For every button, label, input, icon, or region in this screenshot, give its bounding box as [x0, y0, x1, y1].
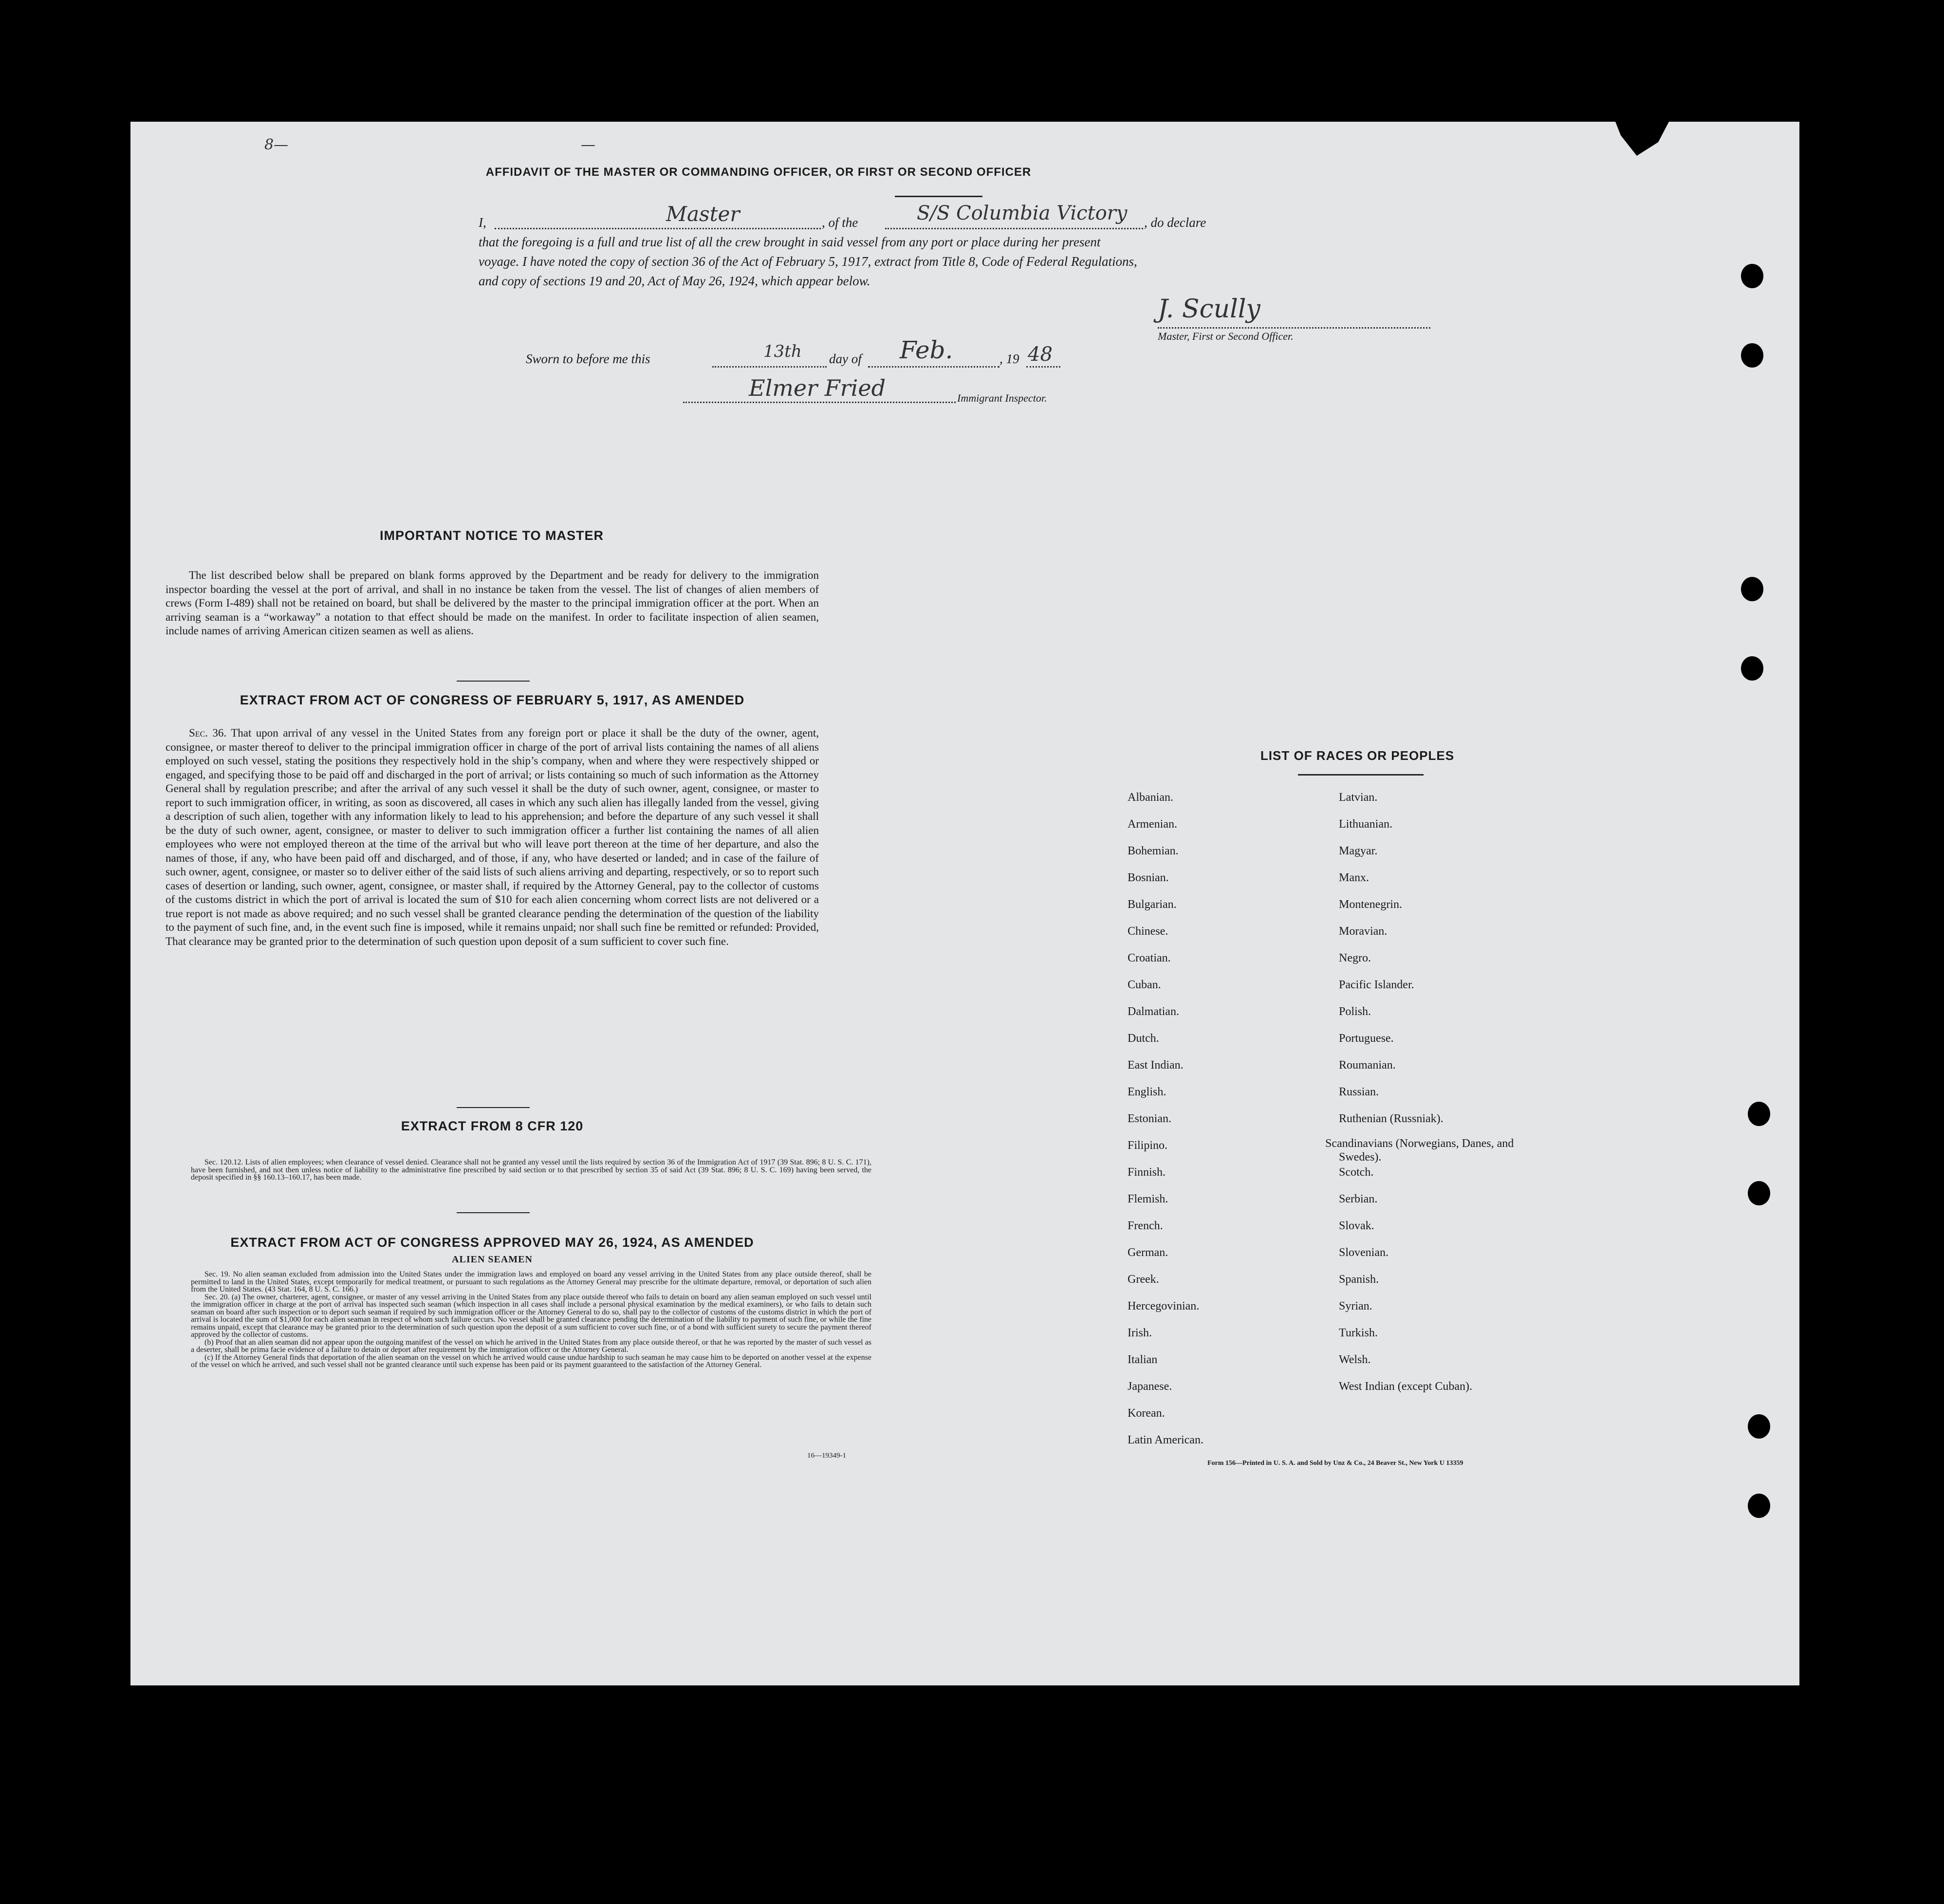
- vessel-name-handwritten: S/S Columbia Victory: [917, 202, 1128, 224]
- race-item: English.: [1128, 1086, 1166, 1098]
- race-item: Serbian.: [1339, 1193, 1378, 1205]
- extract-cfr-body: Sec. 120.12. Lists of alien employees; when clearance of vessel denied. Clearance shall not be granted any vessel until the lists required by section 36 of the Immigration Act of 1917 (39 Stat. 896; 8 U. S. C. 171), have been furnished, and not then unless notice of liability to the administrative fine prescribed by said section or to that prescribed by section 35 of said Act (39 Stat. 896; 8 U. S. C. 169) having been served, the deposit specified in §§ 160.13–160.17, has been made.: [191, 1158, 871, 1182]
- sworn-year-handwritten: 48: [1028, 343, 1053, 366]
- inspector-caption: Immigrant Inspector.: [957, 392, 1047, 404]
- notice-title: IMPORTANT NOTICE TO MASTER: [380, 528, 604, 543]
- race-item: Russian.: [1339, 1086, 1379, 1098]
- race-item: Dalmatian.: [1128, 1005, 1179, 1018]
- affidavit-line-2: that the foregoing is a full and true list of all the crew brought in said vessel from any port or place during her present: [479, 235, 1101, 249]
- race-item: Italian: [1128, 1353, 1158, 1366]
- corner-pencil-mark: 8—: [264, 136, 289, 153]
- race-item: Manx.: [1339, 871, 1369, 884]
- race-item: Irish.: [1128, 1327, 1152, 1339]
- signature-line: [1158, 327, 1430, 329]
- extract-1924-body: [191, 1271, 871, 1369]
- race-item: Scandinavians (Norwegians, Danes, and Swedes).: [1325, 1137, 1514, 1164]
- affidavit-title-rule: [895, 196, 982, 197]
- race-item: Welsh.: [1339, 1353, 1371, 1366]
- race-item: Hercegovinian.: [1128, 1300, 1200, 1312]
- race-item: Dutch.: [1128, 1032, 1159, 1045]
- race-item: Greek.: [1128, 1273, 1159, 1286]
- race-item: East Indian.: [1128, 1059, 1184, 1072]
- race-item: Polish.: [1339, 1005, 1371, 1018]
- day-of-label: day of: [829, 351, 862, 366]
- race-item: West Indian (except Cuban).: [1339, 1380, 1472, 1393]
- sec-36-label: Sec. 36.: [189, 727, 227, 739]
- notice-body: The list described below shall be prepared on blank forms approved by the Department and be ready for delivery to the immigration inspector boarding the vessel at the port of arrival, and shall in no instance be taken from the vessel. The list of changes of alien members of crews (Form I-489) shall not be retained on board, but shall be delivered by the master to the principal immigration officer at the port. When an arriving seaman is a “workaway” a notation to that effect should be made on the manifest. In order to facilitate inspection of alien seamen, include names of arriving American citizen seamen as well as aliens.: [166, 569, 819, 637]
- master-signature: J. Scully: [1158, 295, 1260, 324]
- race-item: Albanian.: [1128, 791, 1173, 804]
- extract-1924-title: EXTRACT FROM ACT OF CONGRESS APPROVED MAY 26, 1924, AS AMENDED: [230, 1235, 754, 1250]
- race-item: Japanese.: [1128, 1380, 1172, 1393]
- race-item: Latvian.: [1339, 791, 1378, 804]
- signature-caption: Master, First or Second Officer.: [1158, 330, 1294, 342]
- vessel-name-field: [885, 228, 1143, 229]
- race-item: Montenegrin.: [1339, 898, 1402, 911]
- races-title: LIST OF RACES OR PEOPLES: [1260, 748, 1455, 763]
- extract-cfr-title: EXTRACT FROM 8 CFR 120: [401, 1119, 584, 1133]
- sworn-year-field: [1026, 366, 1060, 368]
- races-title-rule: [1298, 774, 1424, 776]
- race-item: Chinese.: [1128, 925, 1168, 938]
- affidavit-line-3: voyage. I have noted the copy of section 36 of the Act of February 5, 1917, extract from Title 8, Code of Federal Regulations,: [479, 254, 1137, 269]
- race-item: Bosnian.: [1128, 871, 1169, 884]
- race-item: Portuguese.: [1339, 1032, 1394, 1045]
- do-declare-label: , do declare: [1144, 215, 1206, 230]
- race-item: Moravian.: [1339, 925, 1388, 938]
- master-name-handwritten: Master: [666, 202, 740, 226]
- race-item: Flemish.: [1128, 1193, 1168, 1205]
- top-pencil-mark: —: [581, 136, 595, 153]
- race-item: Magyar.: [1339, 845, 1378, 857]
- torn-corner: [1615, 122, 1669, 156]
- race-item: Turkish.: [1339, 1327, 1378, 1339]
- race-item: Slovak.: [1339, 1220, 1374, 1232]
- sec-19-text: Sec. 19. No alien seaman excluded from admission into the United States under the immigration laws and employed on board any vessel arriving in the United States from any place outside thereof, shall be permitted to land in the United States, except temporarily for medical treatment, or pursuant to such regulations as the Attorney General may prescribe for the ultimate departure, removal, or deportation of such alien from the United States. (43 Stat. 164, 8 U. S. C. 166.): [191, 1270, 871, 1294]
- master-name-field: [495, 228, 821, 229]
- race-item: Estonian.: [1128, 1112, 1171, 1125]
- race-item: Armenian.: [1128, 818, 1177, 831]
- sworn-day-field: [712, 366, 827, 368]
- race-item: Pacific Islander.: [1339, 979, 1414, 991]
- race-item: Scotch.: [1339, 1166, 1374, 1179]
- sec-20b-text: (b) Proof that an alien seaman did not appear upon the outgoing manifest of the vessel on which he arrived in the United States from any place outside thereof, or that he was reported by the master of such vessel as a deserter, shall be prima facie evidence of a failure to detain or deport after requirement by the immigration officer or the Attorney General.: [191, 1338, 871, 1354]
- race-item: Korean.: [1128, 1407, 1165, 1420]
- punch-hole: [1741, 577, 1763, 601]
- year-prefix: , 19: [1000, 351, 1019, 366]
- inspector-signature: Elmer Fried: [749, 375, 886, 401]
- punch-hole: [1748, 1414, 1770, 1439]
- race-item: German.: [1128, 1246, 1168, 1259]
- of-the-label: , of the: [822, 215, 858, 230]
- affidavit-title: AFFIDAVIT OF THE MASTER OR COMMANDING OFFICER, OR FIRST OR SECOND OFFICER: [485, 166, 1032, 179]
- race-item: Latin American.: [1128, 1434, 1203, 1446]
- form-footer: Form 156—Printed in U. S. A. and Sold by Unz & Co., 24 Beaver St., New York U 13359: [1207, 1460, 1463, 1467]
- race-item: Bulgarian.: [1128, 898, 1177, 911]
- affidavit-line-1: I,: [479, 215, 486, 230]
- punch-hole: [1741, 656, 1763, 681]
- punch-hole: [1741, 264, 1763, 288]
- inspector-signature-line: [683, 402, 956, 403]
- race-item: Finnish.: [1128, 1166, 1166, 1179]
- race-item: Lithuanian.: [1339, 818, 1392, 831]
- sworn-day-handwritten: 13th: [763, 342, 802, 361]
- punch-hole: [1748, 1102, 1770, 1126]
- race-item: Croatian.: [1128, 952, 1171, 964]
- sec-36-text: That upon arrival of any vessel in the United States from any foreign port or place it shall be the duty of the owner, agent, consignee, or master thereof to deliver to the principal immigration officer in charge of the port of arrival lists containing the names of all aliens employed on such vessel, stating the positions they respectively hold in the ship’s company, when and where they were respectively shipped or engaged, and specifying those to be paid off and discharged in the port of arrival; or lists containing so much of such information as the Attorney General shall by regulation prescribe; and after the arrival of any such vessel it shall be the duty of such owner, agent, consignee, or master to report to such immigration officer, in writing, as soon as discovered, all cases in which any such alien has illegally landed from the vessel, giving a description of such alien, together with any information likely to lead to his apprehension; and before the departure of any such vessel it shall be the duty of such owner, agent, consignee, or master to deliver to such immigration officer a further list containing the names of all alien employees who were not employed thereon at the time of the arrival but who will leave port thereon at the time of her departure, and also the names of those, if any, who have been paid off and discharged, and of those, if any, who have deserted or landed; and in case of the failure of such owner, agent, consignee, or master so to deliver either of the said lists of such aliens arriving and departing, respectively, or so to report such cases of desertion or landing, such owner, agent, consignee, or master shall, if required by the Attorney General, pay to the collector of customs of the customs district in which the port of arrival is located the sum of $10 for each alien concerning whom correct lists are not delivered or a true report is not made as above required; and no such vessel shall be granted clearance pending the determination of the question of the liability to the payment of such fine, and, in the event such fine is imposed, while it remains unpaid; nor shall such fine be remitted or refunded: Provided, That clearance may be granted prior to the determination of such question upon deposit of a sum sufficient to cover such fine.: [166, 727, 819, 947]
- race-item: Bohemian.: [1128, 845, 1179, 857]
- race-item: French.: [1128, 1220, 1163, 1232]
- sec-20c-text: (c) If the Attorney General finds that deportation of the alien seaman on the vessel on which he arrived would cause undue hardship to such seaman he may cause him to be deported on another vessel at the expense of the vessel on which he arrived, and such vessel shall not be granted clearance until such expense has been paid or its payment guaranteed to the satisfaction of the Attorney General.: [191, 1353, 871, 1369]
- extract-cfr-rule: [457, 1212, 530, 1213]
- form-code: 16—19349-1: [807, 1452, 846, 1460]
- extract-1924-subtitle: ALIEN SEAMEN: [452, 1254, 533, 1265]
- race-item: Filipino.: [1128, 1139, 1168, 1152]
- race-item: Spanish.: [1339, 1273, 1379, 1286]
- race-item: Ruthenian (Russniak).: [1339, 1112, 1444, 1125]
- punch-hole: [1748, 1181, 1770, 1205]
- sworn-label: Sworn to before me this: [526, 351, 650, 366]
- extract-1917-body: [166, 726, 819, 948]
- race-item: Syrian.: [1339, 1300, 1372, 1312]
- sworn-month-field: [868, 366, 1000, 368]
- extract-1917-rule: [457, 1107, 530, 1108]
- race-item: Cuban.: [1128, 979, 1161, 991]
- sec-20a-text: Sec. 20. (a) The owner, charterer, agent, consignee, or master of any vessel arriving in the United States from any place outside thereof who fails to detain on board any alien seaman employed on such vessel until the immigration officer in charge at the port of arrival has inspected such seaman (which inspection in all cases shall include a personal physical examination by the medical examiners), or who fails to detain such seaman on board after such inspection or to deport such seaman if required by such immigration officer or the Attorney General to do so, shall pay to the collector of customs of the customs district in which the port of arrival is located the sum of $1,000 for each alien seaman in respect of whom such failure occurs. No vessel shall be granted clearance pending the determination of the liability to payment of such fine, or while the fine remains unpaid, except that clearance may be granted prior to the determination of such question upon the deposit of a sum sufficient to cover such fine, or of a bond with sufficient surety to secure the payment thereof approved by the collector of customs.: [191, 1293, 871, 1339]
- sworn-month-handwritten: Feb.: [900, 336, 953, 364]
- race-item: Negro.: [1339, 952, 1371, 964]
- punch-hole: [1748, 1494, 1770, 1518]
- race-item: Slovenian.: [1339, 1246, 1389, 1259]
- notice-rule: [457, 681, 530, 682]
- document-page: [130, 122, 1799, 1685]
- punch-hole: [1741, 343, 1763, 368]
- extract-1917-title: EXTRACT FROM ACT OF CONGRESS OF FEBRUARY 5, 1917, AS AMENDED: [240, 693, 745, 707]
- affidavit-line-4: and copy of sections 19 and 20, Act of May 26, 1924, which appear below.: [479, 274, 870, 288]
- race-item: Roumanian.: [1339, 1059, 1396, 1072]
